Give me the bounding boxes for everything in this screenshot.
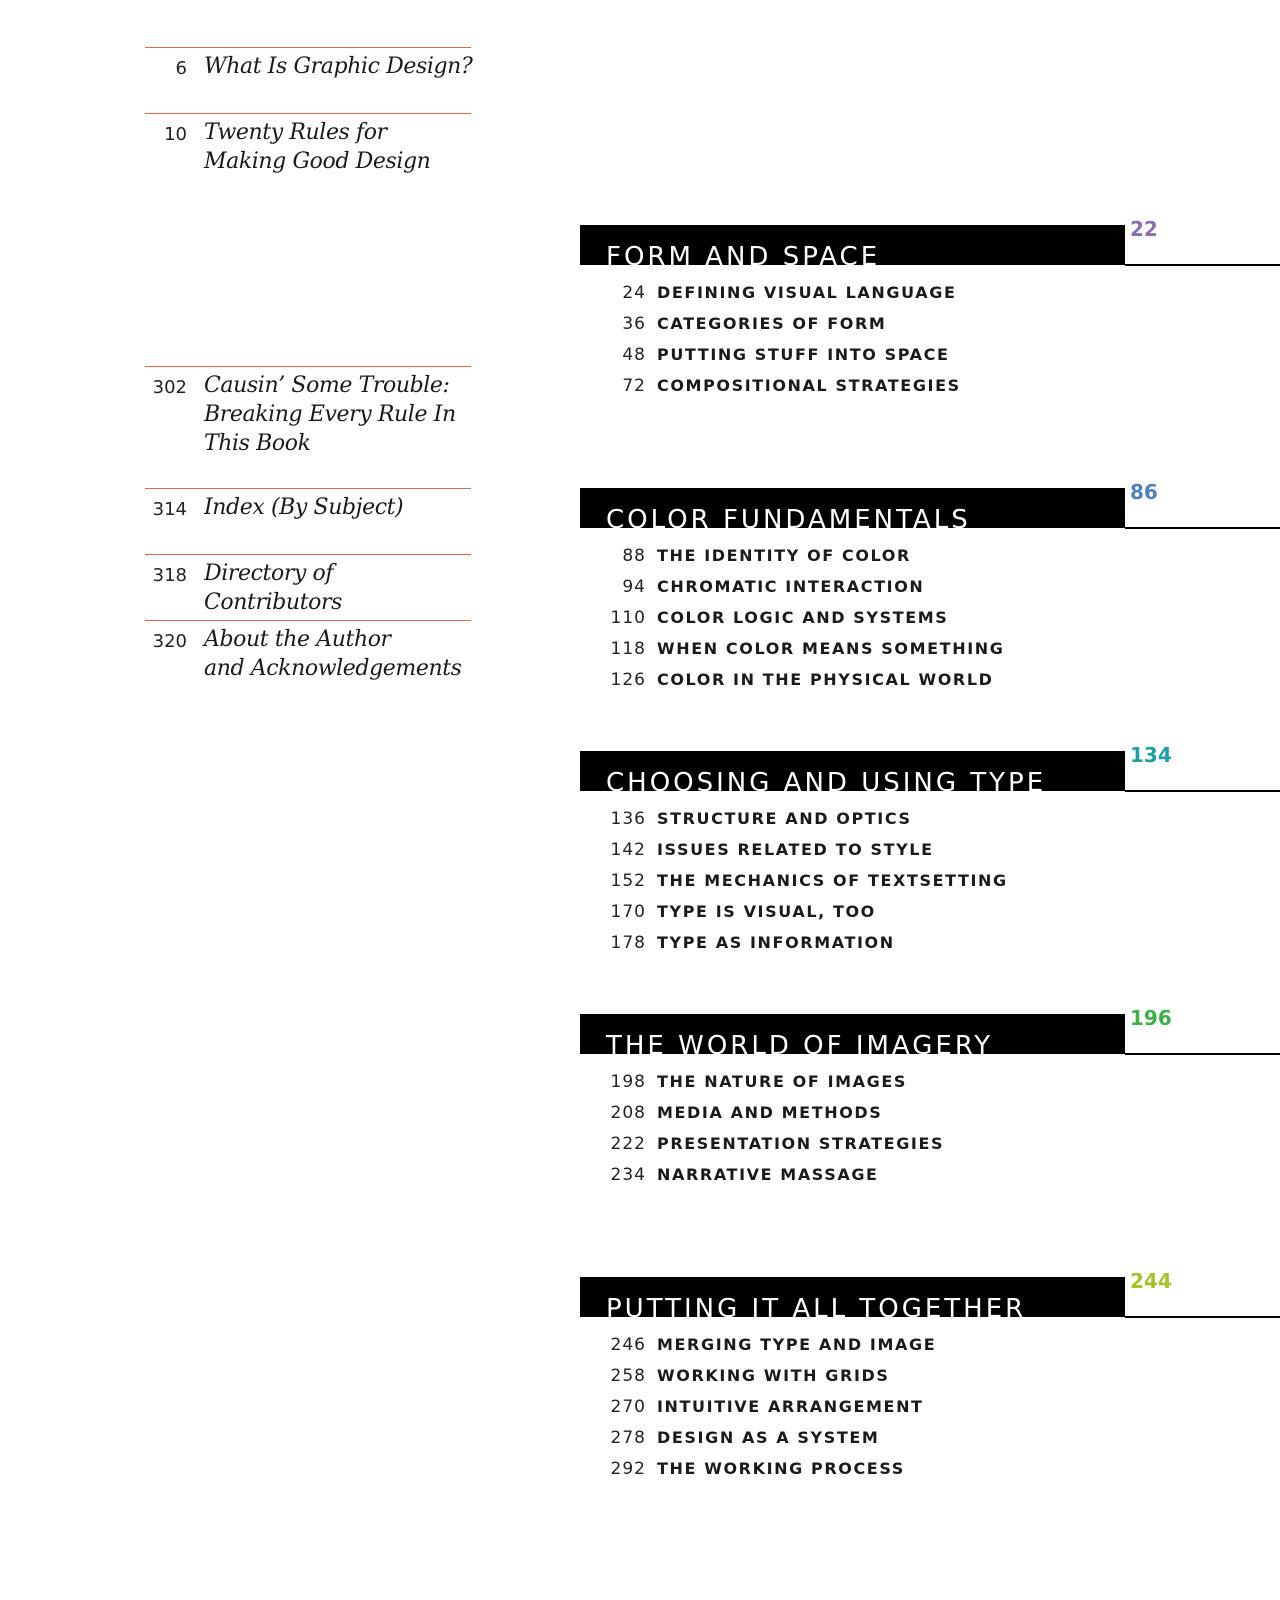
toc-entry-title: Directory of Contributors (204, 561, 342, 615)
section-title: DESIGN AS A SYSTEM (657, 1428, 880, 1447)
section-page-number: 72 (622, 376, 646, 396)
section-item[interactable] (580, 577, 1180, 608)
chapter-sections (580, 546, 1180, 701)
section-page-number: 234 (610, 1165, 646, 1185)
section-title: WHEN COLOR MEANS SOMETHING (657, 639, 1005, 658)
section-title: MERGING TYPE AND IMAGE (657, 1335, 937, 1354)
section-item[interactable] (580, 345, 1180, 376)
section-title: CHROMATIC INTERACTION (657, 577, 925, 596)
section-title: TYPE AS INFORMATION (657, 933, 895, 952)
section-page-number: 126 (610, 670, 646, 690)
section-item[interactable] (580, 1103, 1180, 1134)
chapter-sections (580, 1335, 1180, 1490)
section-page-number: 222 (610, 1134, 646, 1154)
toc-entry-title: About the Author and Acknowledgements (204, 627, 462, 681)
section-title: THE IDENTITY OF COLOR (657, 546, 911, 565)
chapter-rule (1125, 527, 1280, 529)
section-title: ISSUES RELATED TO STYLE (657, 840, 934, 859)
section-item[interactable] (580, 902, 1180, 933)
section-item[interactable] (580, 1366, 1180, 1397)
section-page-number: 278 (610, 1428, 646, 1448)
chapter-rule (1125, 1053, 1280, 1055)
section-item[interactable] (580, 376, 1180, 407)
section-item[interactable] (580, 871, 1180, 902)
chapter-page-number: 244 (1130, 1269, 1172, 1293)
section-title: INTUITIVE ARRANGEMENT (657, 1397, 924, 1416)
chapter-sections (580, 283, 1180, 407)
section-page-number: 152 (610, 871, 646, 891)
chapter-title-bar (580, 1014, 1125, 1054)
chapter-page-number: 22 (1130, 217, 1158, 241)
section-page-number: 118 (610, 639, 646, 659)
section-title: PUTTING STUFF INTO SPACE (657, 345, 950, 364)
section-title: PRESENTATION STRATEGIES (657, 1134, 945, 1153)
section-item[interactable] (580, 1397, 1180, 1428)
toc-entry-causin-some-trouble[interactable] (145, 366, 471, 485)
toc-page-number: 10 (164, 124, 187, 145)
chapter-sections (580, 809, 1180, 964)
section-page-number: 136 (610, 809, 646, 829)
section-title: NARRATIVE MASSAGE (657, 1165, 879, 1184)
chapter-title[interactable]: FORM AND SPACE (606, 242, 881, 265)
section-page-number: 48 (622, 345, 646, 365)
section-title: MEDIA AND METHODS (657, 1103, 883, 1122)
section-page-number: 170 (610, 902, 646, 922)
section-title: DEFINING VISUAL LANGUAGE (657, 283, 957, 302)
toc-page-number: 6 (175, 58, 187, 79)
toc-entry-title: Index (By Subject) (204, 495, 404, 520)
section-page-number: 270 (610, 1397, 646, 1417)
chapter-page-number: 134 (1130, 743, 1172, 767)
section-page-number: 88 (622, 546, 646, 566)
chapter-sections (580, 1072, 1180, 1196)
section-page-number: 24 (622, 283, 646, 303)
toc-entry-index[interactable] (145, 488, 471, 549)
chapter-title[interactable]: CHOOSING AND USING TYPE (606, 768, 1047, 791)
section-item[interactable] (580, 639, 1180, 670)
section-page-number: 142 (610, 840, 646, 860)
section-item[interactable] (580, 314, 1180, 345)
chapter-title-bar (580, 751, 1125, 791)
section-item[interactable] (580, 283, 1180, 314)
section-page-number: 258 (610, 1366, 646, 1386)
section-item[interactable] (580, 546, 1180, 577)
section-item[interactable] (580, 1459, 1180, 1490)
toc-page-number: 320 (152, 631, 187, 652)
section-item[interactable] (580, 1072, 1180, 1103)
chapter-title-bar (580, 1277, 1125, 1317)
section-title: THE NATURE OF IMAGES (657, 1072, 908, 1091)
section-item[interactable] (580, 1165, 1180, 1196)
chapter-title[interactable]: COLOR FUNDAMENTALS (606, 505, 971, 528)
chapter-title[interactable]: PUTTING IT ALL TOGETHER (606, 1294, 1027, 1317)
section-title: CATEGORIES OF FORM (657, 314, 887, 333)
section-item[interactable] (580, 933, 1180, 964)
section-title: THE WORKING PROCESS (657, 1459, 905, 1478)
section-title: WORKING WITH GRIDS (657, 1366, 890, 1385)
section-item[interactable] (580, 608, 1180, 639)
toc-entry-directory-of-contributors[interactable] (145, 554, 471, 615)
toc-entry-about-the-author[interactable] (145, 620, 471, 701)
section-title: STRUCTURE AND OPTICS (657, 809, 912, 828)
chapter-page-number: 86 (1130, 480, 1158, 504)
toc-entry-title: Causin’ Some Trouble: Breaking Every Rule In This Book (204, 373, 456, 456)
section-item[interactable] (580, 840, 1180, 871)
chapter-title-bar (580, 225, 1125, 265)
chapter-rule (1125, 264, 1280, 266)
toc-entry-title: Twenty Rules for Making Good Design (204, 120, 431, 174)
chapter-rule (1125, 790, 1280, 792)
toc-entry-title: What Is Graphic Design? (204, 54, 473, 79)
chapter-title[interactable]: THE WORLD OF IMAGERY (606, 1031, 994, 1054)
section-page-number: 94 (622, 577, 646, 597)
section-item[interactable] (580, 809, 1180, 840)
section-item[interactable] (580, 670, 1180, 701)
toc-page-number: 318 (152, 565, 187, 586)
section-title: COLOR LOGIC AND SYSTEMS (657, 608, 949, 627)
chapter-title-bar (580, 488, 1125, 528)
toc-entry-twenty-rules[interactable] (145, 113, 471, 204)
section-title: COMPOSITIONAL STRATEGIES (657, 376, 961, 395)
section-page-number: 36 (622, 314, 646, 334)
chapter-page-number: 196 (1130, 1006, 1172, 1030)
toc-entry-what-is-graphic-design[interactable] (145, 47, 471, 112)
section-page-number: 178 (610, 933, 646, 953)
section-item[interactable] (580, 1335, 1180, 1366)
toc-page-number: 314 (152, 499, 187, 520)
chapter-rule (1125, 1316, 1280, 1318)
toc-page-number: 302 (152, 377, 187, 398)
section-title: TYPE IS VISUAL, TOO (657, 902, 876, 921)
section-page-number: 110 (610, 608, 646, 628)
section-page-number: 198 (610, 1072, 646, 1092)
section-item[interactable] (580, 1134, 1180, 1165)
section-title: THE MECHANICS OF TEXTSETTING (657, 871, 1008, 890)
section-page-number: 208 (610, 1103, 646, 1123)
section-title: COLOR IN THE PHYSICAL WORLD (657, 670, 994, 689)
section-page-number: 246 (610, 1335, 646, 1355)
section-page-number: 292 (610, 1459, 646, 1479)
section-item[interactable] (580, 1428, 1180, 1459)
